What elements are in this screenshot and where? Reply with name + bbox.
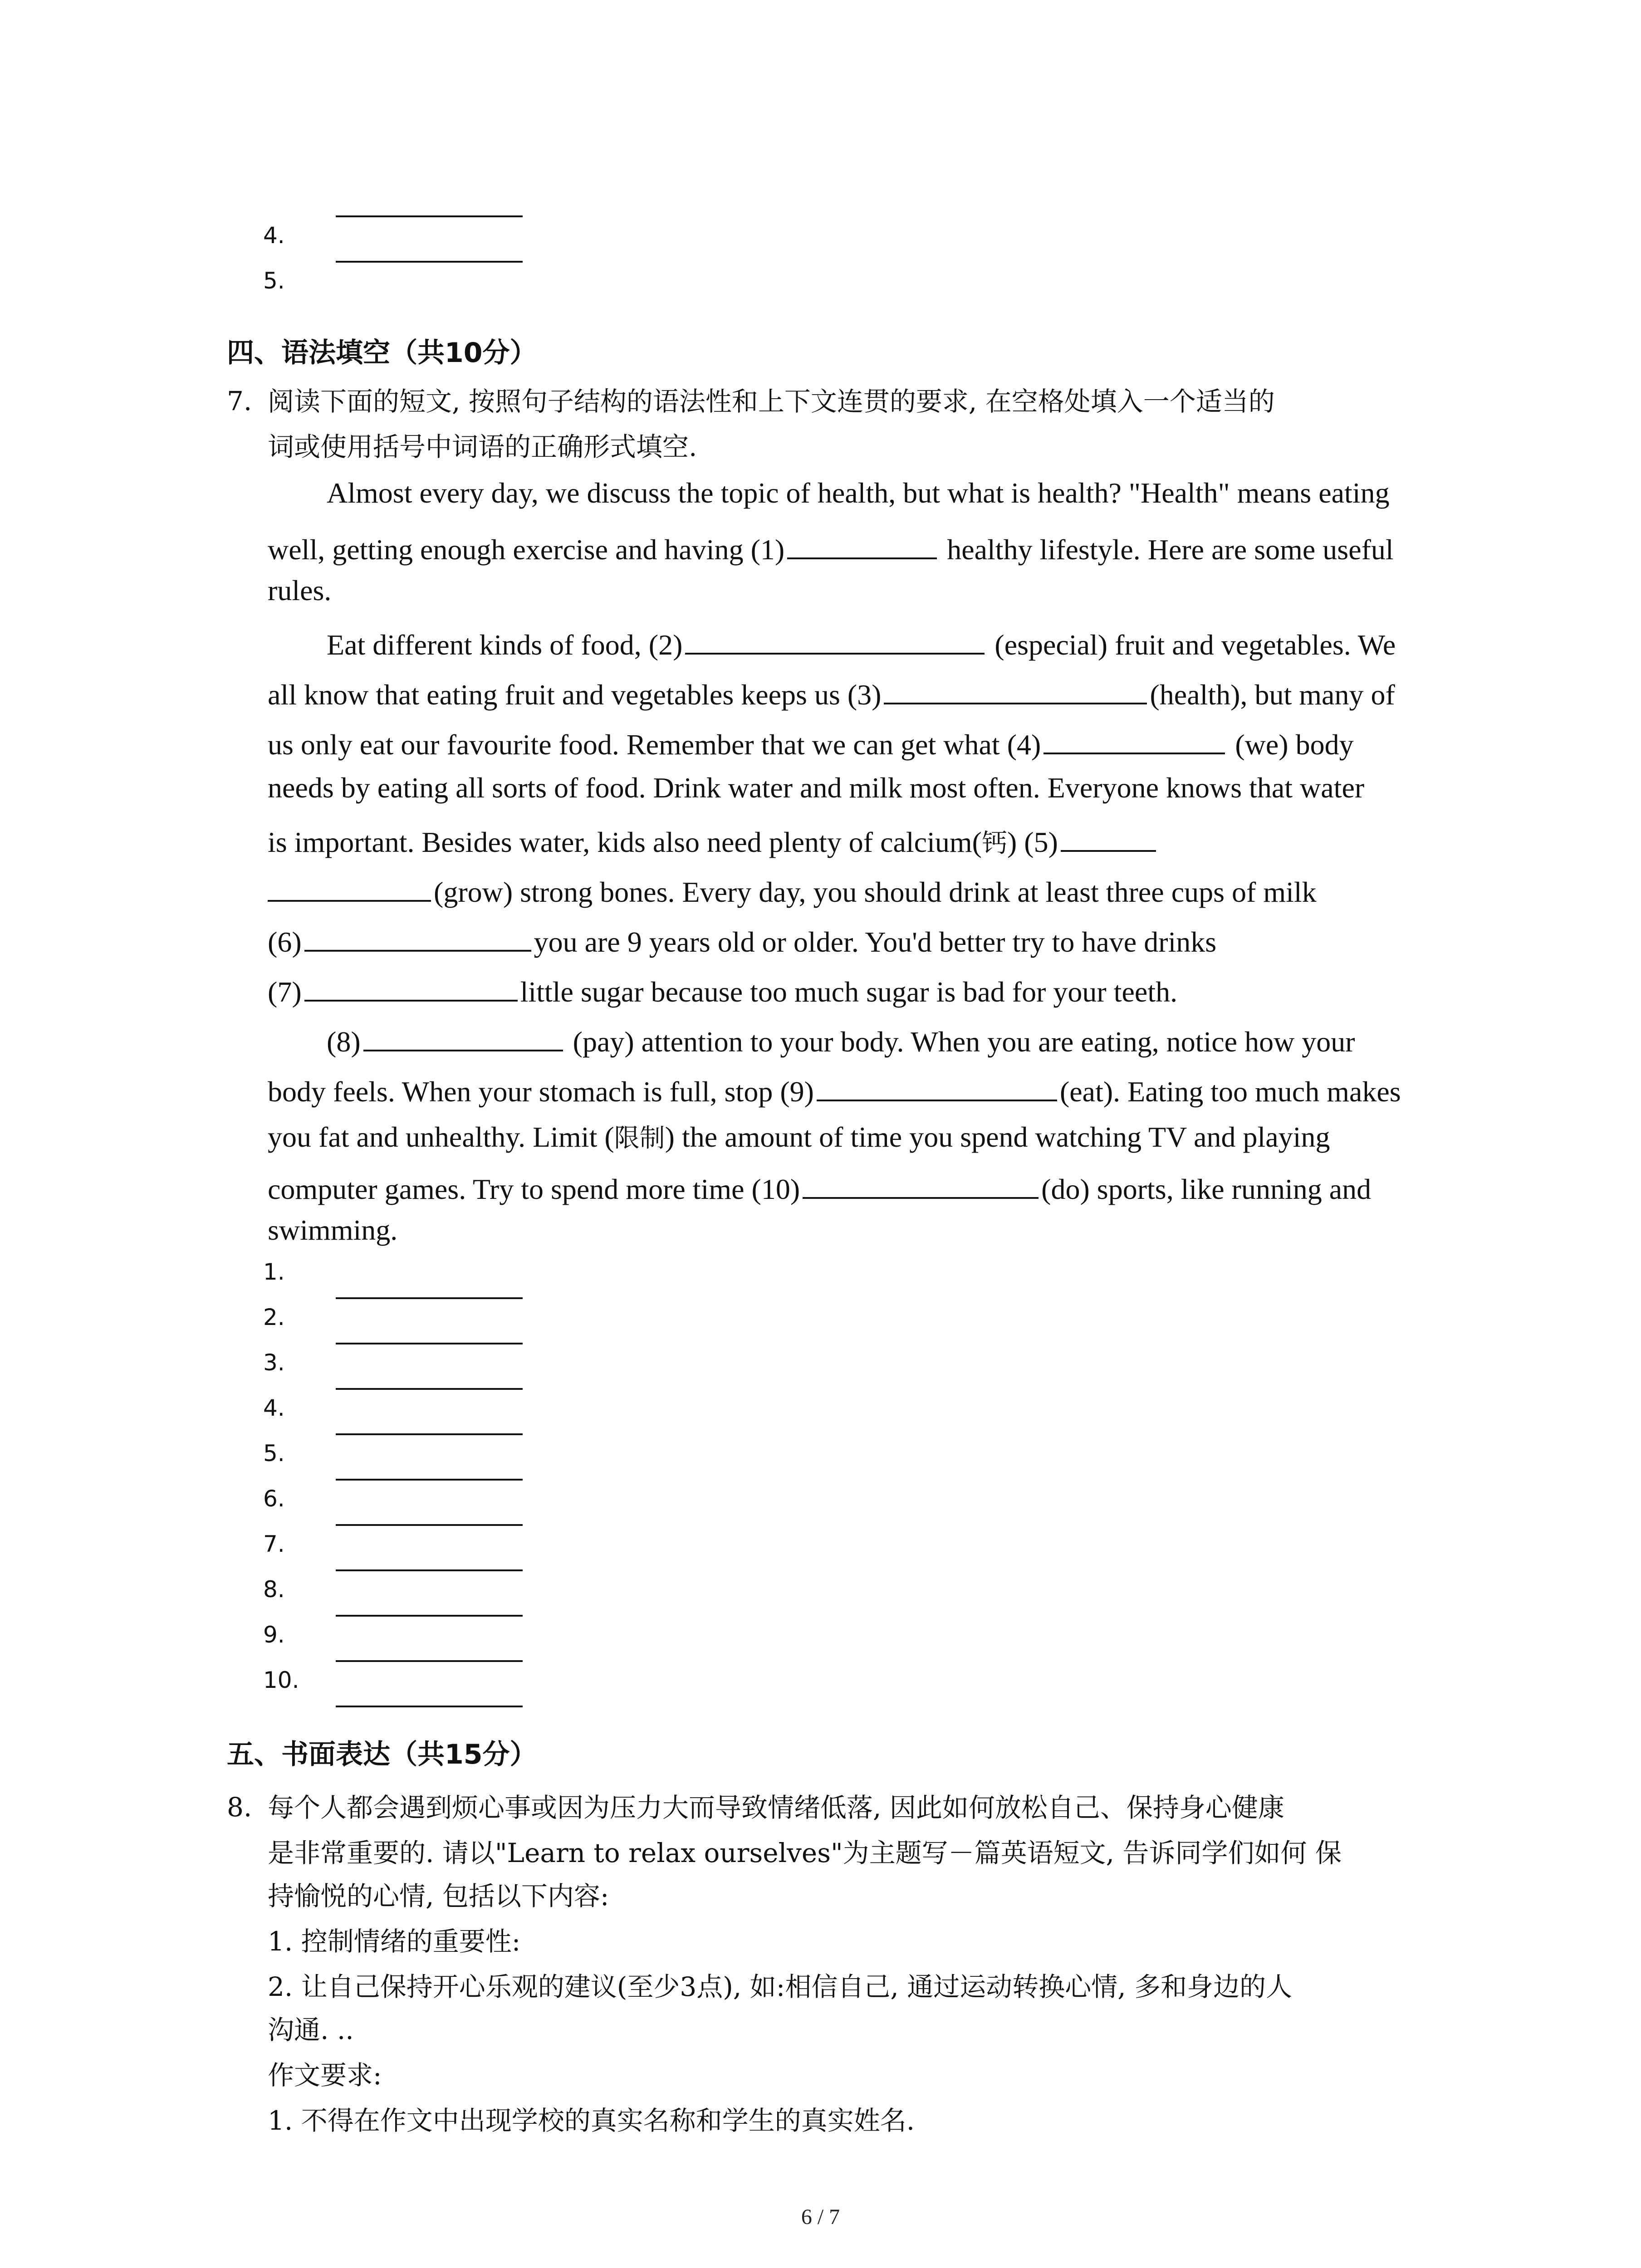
answer-number: 8. bbox=[263, 1576, 285, 1603]
page-number: 6 / 7 bbox=[801, 2205, 840, 2229]
passage-line: well, getting enough exercise and having (1) healthy lifestyle. Here are some useful bbox=[268, 528, 1394, 567]
answer-number: 1. bbox=[263, 1259, 285, 1285]
answer-number: 4. bbox=[263, 222, 285, 249]
passage-line: (7) little sugar because too much sugar is bad for your teeth. bbox=[268, 971, 1177, 1009]
answer-line[interactable] bbox=[336, 1479, 523, 1481]
passage-line: body feels. When your stomach is full, stop (9) (eat). Eating too much makes bbox=[268, 1070, 1401, 1109]
passage-line: (8) (pay) attention to your body. When you are eating, notice how your bbox=[327, 1021, 1355, 1059]
passage-line: needs by eating all sorts of food. Drink water and milk most often. Everyone knows that water bbox=[268, 772, 1365, 804]
passage-line: (grow) strong bones. Every day, you should drink at least three cups of milk bbox=[268, 871, 1317, 909]
passage-line: Eat different kinds of food, (2) (especial) fruit and vegetables. We bbox=[327, 624, 1396, 662]
answer-line[interactable] bbox=[336, 261, 523, 263]
blank-2[interactable] bbox=[685, 624, 985, 655]
passage-line: swimming. bbox=[268, 1214, 398, 1246]
answer-number: 3. bbox=[263, 1349, 285, 1376]
question-instruction: 阅读下面的短文, 按照句子结构的语法性和上下文连贯的要求, 在空格处填入一个适当的 bbox=[268, 386, 1275, 417]
writing-prompt-line: 每个人都会遇到烦心事或因为压力大而导致情绪低落, 因此如何放松自己、保持身心健康 bbox=[268, 1792, 1284, 1823]
answer-line[interactable] bbox=[336, 1615, 523, 1617]
writing-prompt-line: 2. 让自己保持开心乐观的建议(至少3点), 如:相信自己, 通过运动转换心情, 多和身边的人 bbox=[268, 1971, 1293, 2002]
section-heading: 五、书面表达（共15分） bbox=[227, 1739, 537, 1770]
passage-line: computer games. Try to spend more time (10) (do) sports, like running and bbox=[268, 1168, 1371, 1206]
writing-prompt-line: 1. 不得在作文中出现学校的真实名称和学生的真实姓名. bbox=[268, 2105, 915, 2136]
blank-10[interactable] bbox=[803, 1168, 1038, 1199]
answer-line[interactable] bbox=[336, 1569, 523, 1571]
question-number: 8. bbox=[227, 1792, 252, 1823]
passage-line: Almost every day, we discuss the topic of health, but what is health? "Health" means eating bbox=[327, 477, 1390, 509]
passage-line: is important. Besides water, kids also need plenty of calcium(钙) (5) bbox=[268, 821, 1159, 860]
answer-line[interactable] bbox=[336, 1297, 523, 1299]
answer-number: 9. bbox=[263, 1622, 285, 1648]
writing-prompt-line: 沟通. .. bbox=[268, 2014, 354, 2045]
passage-line: us only eat our favourite food. Remember that we can get what (4) (we) body bbox=[268, 723, 1354, 762]
section-heading: 四、语法填空（共10分） bbox=[227, 337, 537, 369]
question-instruction: 词或使用括号中词语的正确形式填空. bbox=[268, 431, 697, 462]
answer-line[interactable] bbox=[336, 215, 523, 217]
answer-number: 6. bbox=[263, 1486, 285, 1512]
passage-line: rules. bbox=[268, 574, 332, 606]
answer-number: 4. bbox=[263, 1395, 285, 1421]
answer-line[interactable] bbox=[336, 1343, 523, 1344]
answer-number: 10. bbox=[263, 1667, 299, 1693]
answer-line[interactable] bbox=[336, 1388, 523, 1390]
blank-4[interactable] bbox=[1043, 723, 1225, 754]
blank-7[interactable] bbox=[304, 971, 518, 1002]
blank-5[interactable] bbox=[1061, 821, 1156, 852]
answer-number: 5. bbox=[263, 268, 285, 294]
answer-line[interactable] bbox=[336, 1524, 523, 1526]
blank-3[interactable] bbox=[884, 674, 1147, 704]
blank-8[interactable] bbox=[363, 1021, 563, 1051]
answer-line[interactable] bbox=[336, 1660, 523, 1662]
answer-number: 7. bbox=[263, 1531, 285, 1557]
writing-prompt-line: 持愉悦的心情, 包括以下内容: bbox=[268, 1881, 609, 1911]
blank-1[interactable] bbox=[787, 528, 937, 559]
answer-number: 5. bbox=[263, 1440, 285, 1466]
blank-9[interactable] bbox=[817, 1070, 1057, 1101]
blank-5-cont[interactable] bbox=[268, 871, 431, 902]
passage-line: (6) you are 9 years old or older. You'd better try to have drinks bbox=[268, 921, 1216, 959]
passage-line: you fat and unhealthy. Limit (限制) the amount of time you spend watching TV and playing bbox=[268, 1121, 1330, 1153]
writing-prompt-line: 作文要求: bbox=[268, 2060, 382, 2091]
question-number: 7. bbox=[227, 386, 252, 416]
answer-line[interactable] bbox=[336, 1706, 523, 1707]
writing-prompt-line: 1. 控制情绪的重要性: bbox=[268, 1926, 521, 1957]
answer-line[interactable] bbox=[336, 1433, 523, 1435]
answer-number: 2. bbox=[263, 1304, 285, 1330]
blank-6[interactable] bbox=[304, 921, 531, 952]
passage-line: all know that eating fruit and vegetables keeps us (3) (health), but many of bbox=[268, 674, 1395, 712]
writing-prompt-line: 是非常重要的. 请以"Learn to relax ourselves"为主题写－篇英语短文, 告诉同学们如何 保 bbox=[268, 1838, 1342, 1868]
